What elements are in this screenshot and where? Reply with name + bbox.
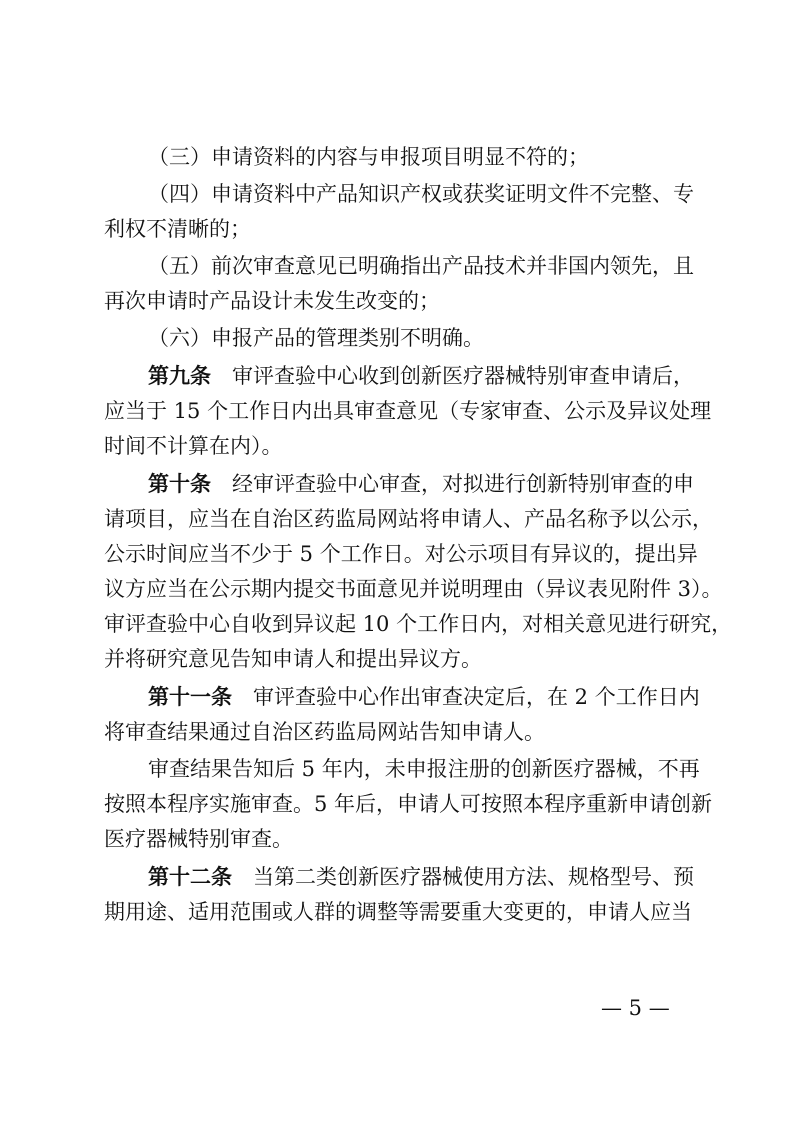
paragraph — [104, 249, 704, 319]
paragraph — [104, 140, 704, 175]
article-9 — [104, 358, 712, 464]
paragraph-line: 并将研究意见告知申请人和提出异议方。 — [104, 647, 482, 671]
paragraph-line: 期用途、适用范围或人群的调整等需要重大变更的，申请人应当 — [104, 900, 692, 924]
paragraph-line: 审查结果告知后 5 年内，未申报注册的创新医疗器械，不再 — [148, 757, 700, 781]
article-heading: 第十条 — [148, 471, 211, 496]
paragraph-line: 请项目，应当在自治区药监局网站将申请人、产品名称予以公示， — [104, 507, 713, 531]
paragraph-line: 审评查验中心作出审查决定后，在 2 个工作日内 — [253, 685, 700, 709]
paragraph — [104, 752, 713, 857]
paragraph-line: （六）申报产品的管理类别不明确。 — [148, 326, 484, 350]
article-12 — [104, 859, 704, 930]
paragraph-line: 公示时间应当不少于 5 个工作日。对公示项目有异议的，提出异 — [104, 542, 698, 566]
paragraph-line: 议方应当在公示期内提交书面意见并说明理由（异议表见附件 3）。 — [104, 577, 723, 601]
paragraph-line: （三）申请资料的内容与申报项目明显不符的； — [148, 145, 589, 169]
paragraph-line: 利权不清晰的； — [104, 217, 251, 241]
document-body — [104, 140, 733, 930]
page-number: — 5 — — [601, 996, 670, 1020]
paragraph-line: 按照本程序实施审查。5 年后，申请人可按照本程序重新申请创新 — [104, 792, 713, 816]
paragraph-line: 审评查验中心自收到异议起 10 个工作日内，对相关意见进行研究， — [104, 612, 733, 636]
paragraph-line: 审评查验中心收到创新医疗器械特别审查申请后， — [232, 364, 694, 388]
article-heading: 第十一条 — [148, 684, 232, 709]
article-10 — [104, 466, 733, 677]
paragraph — [104, 177, 704, 247]
article-11 — [104, 679, 704, 750]
paragraph-line: 医疗器械特别审查。 — [104, 827, 293, 851]
article-heading: 第十二条 — [148, 864, 232, 889]
paragraph — [104, 321, 704, 356]
paragraph-line: 经审评查验中心审查，对拟进行创新特别审查的申 — [232, 472, 694, 496]
paragraph-line: （五）前次审查意见已明确指出产品技术并非国内领先，且 — [148, 254, 694, 278]
paragraph-line: 再次申请时产品设计未发生改变的； — [104, 289, 440, 313]
paragraph-line: 当第二类创新医疗器械使用方法、规格型号、预 — [253, 865, 694, 889]
paragraph-line: 将审查结果通过自治区药监局网站告知申请人。 — [104, 720, 545, 744]
paragraph-line: 应当于 15 个工作日内出具审查意见（专家审查、公示及异议处理 — [104, 399, 712, 423]
paragraph-line: 时间不计算在内）。 — [104, 434, 283, 458]
paragraph-line: （四）申请资料中产品知识产权或获奖证明文件不完整、专 — [148, 182, 694, 206]
article-heading: 第九条 — [148, 363, 211, 388]
